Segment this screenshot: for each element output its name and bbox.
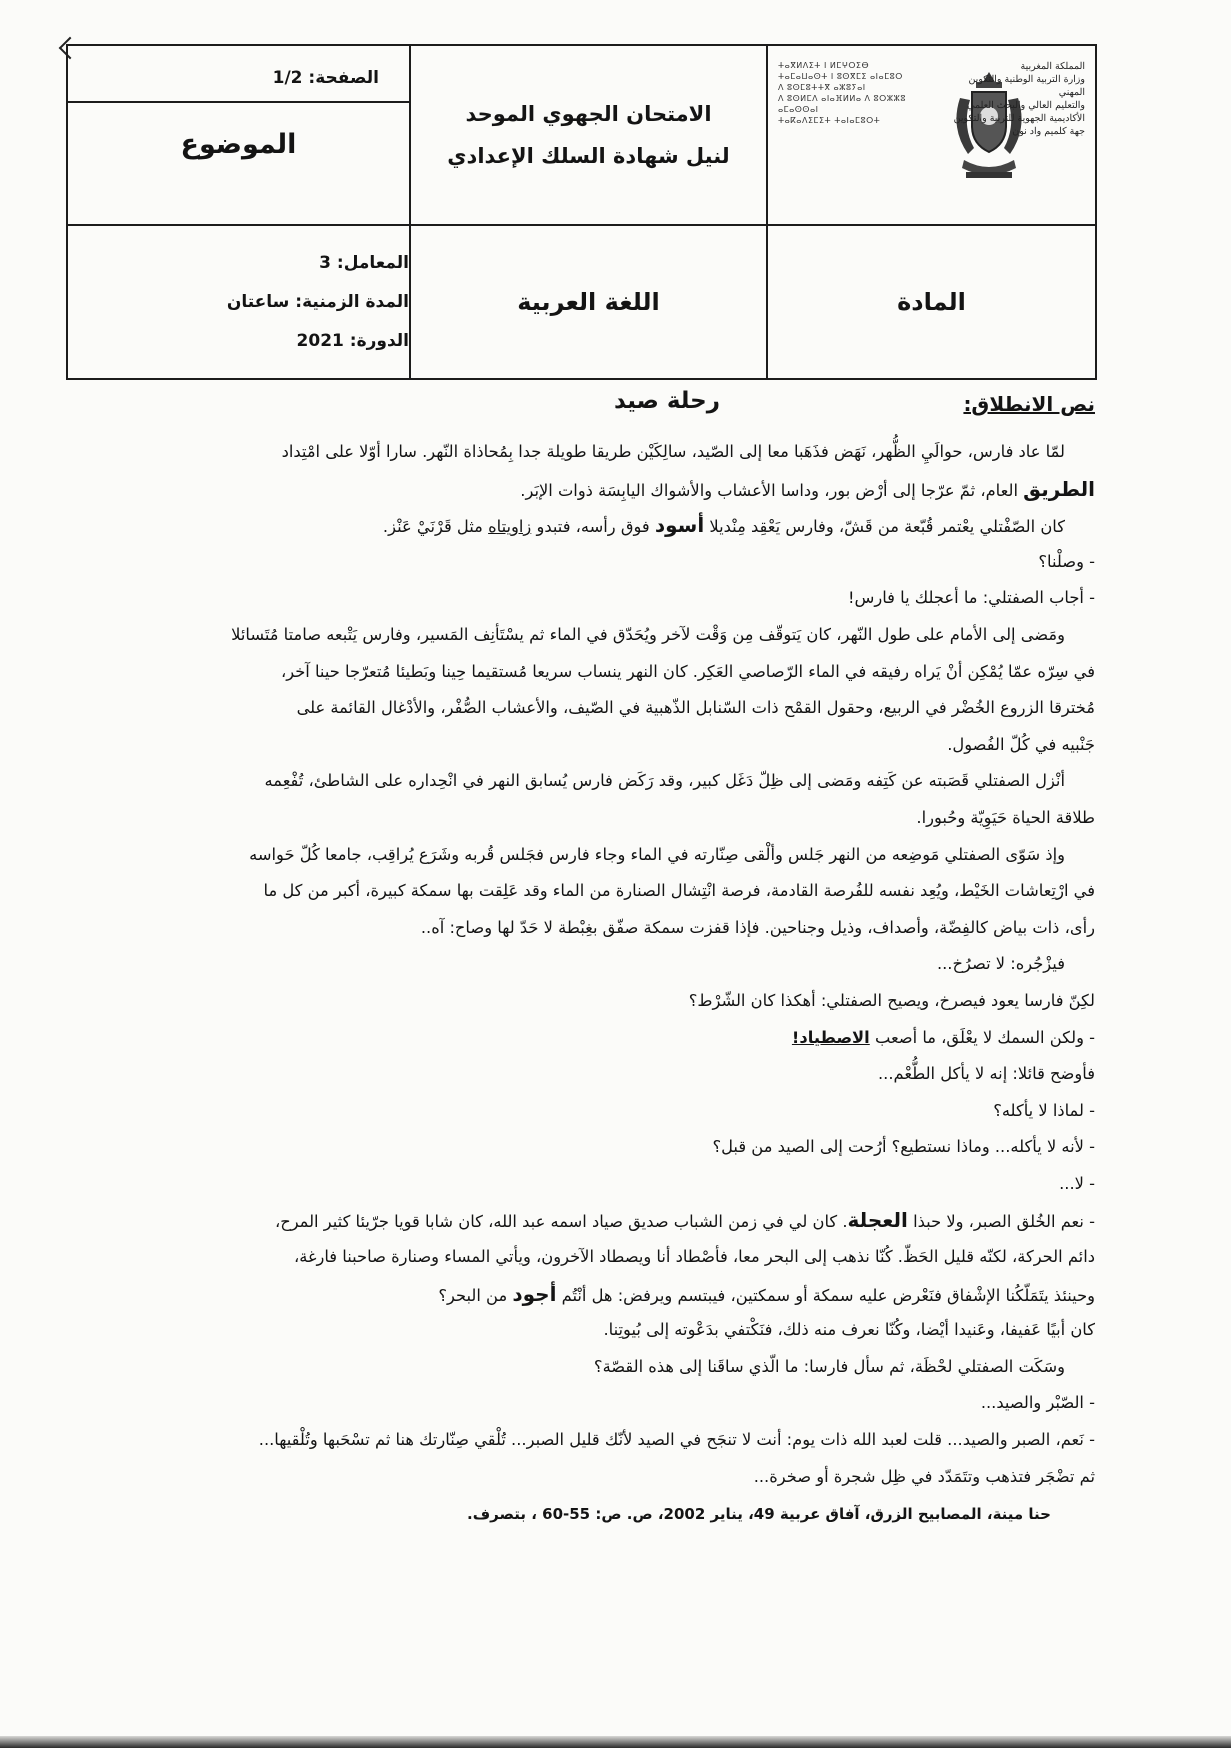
passage-heading	[96, 388, 1095, 434]
paragraph-line: الطريق العام، ثمّ عرّجا إلى أرْض بور، وداسا الأعشاب والأشواك اليابِسَة ذوات الإبَر.	[520, 476, 1095, 501]
paragraph-line: - نعم الخُلق الصبر، ولا حبذا العجلة. كان لي في زمن الشباب صديق صياد اسمه عبد الله، كان شابا قويا جرّيئا كثير المرح،	[274, 1208, 1095, 1233]
paragraph-line: دائم الحركة، لكنّه قليل الحَظّ. كُنّا نذهب إلى البحر معا، فأصْطاد أنا ويصطاد الآخرون، ويأتي المساء وصنارة صاحبنا فارغة،	[293, 1247, 1095, 1267]
dialogue-line: - لماذا لا يأكله؟	[993, 1100, 1095, 1120]
topic-label: الموضوع	[180, 129, 297, 160]
duration: المدة الزمنية: ساعتان	[226, 291, 409, 312]
paragraph-line: كان أبيًا عَفيفا، وعَنيدا أيْضا، وكُنّا نعرف منه ذلك، فنَكْتفي بدَعْوته إلى بُيوتِنا.	[603, 1320, 1095, 1340]
subject-value-cell	[410, 225, 767, 379]
start-label: نص الانطلاق:	[963, 392, 1095, 416]
logo-cell	[767, 45, 1096, 225]
dialogue-line: - ولكن السمك لا يعْلَق، ما أصعب الاصطياد!	[791, 1027, 1095, 1047]
dialogue-line: فيزْجُره: لا تصرُخ...	[936, 954, 1065, 974]
exam-header	[66, 44, 1097, 380]
paragraph-line: رأى، ذات بياض كالفِضّة، وأصداف، وذيل وجناحين. فإذا قفزت سمكة صفّق بغِبْطة لا حَدّ لها وصاح: آه..	[420, 917, 1095, 937]
dialogue-line: - أجاب الصفتلي: ما أعجلك يا فارس!	[847, 588, 1095, 608]
exam-info-cell	[67, 225, 410, 379]
exam-title: الامتحان الجهوي الموحد	[465, 102, 712, 126]
dialogue-line: لكِنّ فارسا يعود فيصرخ، ويصيح الصفتلي: أهكذا كان الشّرْط؟	[688, 990, 1095, 1010]
dialogue-line: ثم تضْجَر فتذهب وتتَمَدّد في ظِل شجرة أو صخرة...	[753, 1466, 1095, 1486]
paragraph-line: أنْزل الصفتلي قَصَبته عن كَتِفه ومَضى إلى ظِلّ دَغَل كبير، وقد رَكَض فارس يُسابق النهر في انْحِداره على الشاطئ، تُفْعِمه	[264, 771, 1065, 791]
paragraph-line: وسَكَت الصفتلي لحْظَة، ثم سأل فارسا: ما الّذي ساقَنا إلى هذه القصّة؟	[593, 1356, 1065, 1376]
subject-label: المادة	[897, 288, 966, 316]
dialogue-line: - الصّبْر والصيد...	[980, 1393, 1095, 1413]
dialogue-line: - نَعم، الصبر والصيد... قلت لعبد الله ذات يوم: أنت لا تنجَح في الصيد لأنّك قليل الصبر... تُلْقي صِنّارتك هنا ثم تسْحَبها وتُلْقيها...	[258, 1430, 1095, 1450]
paragraph-line: في سِرّه عمّا يُمْكِن أنْ يَراه رفيقه في الماء الرّصاصي العَكِر. كان النهر ينساب سريعا مُستقيما حِينا وبَطيئا مُتعرّجا حينا آخر،	[280, 661, 1095, 681]
reading-passage	[96, 388, 1095, 1529]
paragraph-line: ومَضى إلى الأمام على طول النّهر، كان يَتوقّف مِن وَقْت لآخر ويُحَدّق في الماء ثم يسْتَأنِف المَسير، وفارس يَتْبعه صامتا مُتَسائلا	[231, 624, 1065, 644]
dialogue-line: - وصلْنا؟	[1038, 551, 1095, 571]
page-number: الصفحة: 1/2	[272, 68, 379, 88]
subject-label-cell	[767, 225, 1096, 379]
topic-cell	[67, 102, 410, 225]
dialogue-line: فأوضح قائلا: إنه لا يأكل الطُّعْم...	[878, 1064, 1095, 1084]
paragraph-line: مُخترقا الزروع الخُضْر في الربيع، وحقول القمْح ذات السّنابل الذّهبية في الصّيف، والأعشاب الصُّفْر، والأدْغال القائمة على	[296, 698, 1095, 718]
exam-title-cell	[410, 45, 767, 225]
paragraph-line: لمّا عاد فارس، حوالَيِ الظُّهر، نَهَض فذَهَبا معا إلى الصّيد، سالِكَيْن طريقا طويلة جدا بِمُحاذاة النّهر. سارا أوّلا على امْتِداد	[281, 442, 1065, 461]
paragraph-line: طلاقة الحياة حَيَوِيّة وحُبورا.	[916, 807, 1095, 827]
subject-value: اللغة العربية	[517, 288, 660, 316]
coefficient: المعامل: 3	[319, 252, 409, 273]
scan-edge	[0, 1736, 1231, 1748]
ministry-arabic-text: المملكة المغربية وزارة التربية الوطنية والتكوين المهني والتعليم العالي والبحث العلمي الأكاديمية الجهوية للتربية والتكوين جهة كلميم واد نون	[953, 61, 1085, 137]
session: الدورة: 2021	[296, 330, 409, 351]
paragraph-line: في ارْتِعاشات الخَيْط، ويُعِد نفسه للفُرصة القادمة، فرصة انْتِشال الصنارة من الماء وقد عَلِقت بها سمكة كبيرة، أكبر من كل ما	[263, 881, 1095, 901]
paragraph-line: وإذ سَوّى الصفتلي مَوضِعه من النهر جَلس وألْقى صِنّارته في الماء وجاء فارس فجَلس قُربه وشَرَع يُراقِب، جامعا كُلّ حَواسه	[249, 844, 1065, 864]
dialogue-line: - لأنه لا يأكله... وماذا نستطيع؟ أرُحت إلى الصيد من قبل؟	[712, 1137, 1095, 1157]
source-citation: حنا مينة، المصابيح الزرق، آفاق عربية 49، يناير 2002، ص. ص: 55-60 ، بتصرف.	[467, 1505, 1051, 1524]
exam-subtitle: لنيل شهادة السلك الإعدادي	[447, 144, 730, 168]
paragraph-line: جَنْبيه في كُلّ الفُصول.	[947, 734, 1095, 754]
ministry-logo	[768, 46, 1095, 224]
story-title: رحلة صيد	[613, 388, 720, 414]
tifinagh-text: ⵜⴰⴳⵍⴷⵉⵜ ⵏ ⵍⵎⵖⵔⵉⴱ ⵜⴰⵎⴰⵡⴰⵙⵜ ⵏ ⵓⵙⴳⵎⵉ ⴰⵏⴰⵎⵓⵔ ⴷ ⵓⵙⵎⵓⵜⵜⴳ ⴰⵣⵓⵢⴰⵏ ⴷ ⵓⵙⵍⵎⴷ ⴰⵏⴰⴼⵍⵍⴰ ⴷ ⵓⵔⵣⵣⵓ ⴰⵎⴰⵙⵙⴰⵏ ⵜⴰⴽⴰⴷⵉⵎⵉⵜ ⵜⴰⵏⴰⵎⵓⵔⵜ	[778, 61, 906, 125]
dialogue-line: - لا...	[1059, 1173, 1095, 1193]
paragraph-line: كان الصّفْتلي يعْتمر قُبّعة من قَشّ، وفارس يَعْقِد مِنْديلا أسود فوق رأسه، فتبدو زاويتاه مثل قَرْنَيْ عَنْز.	[382, 513, 1065, 538]
page-number-cell	[67, 45, 410, 102]
paragraph-line: وحينئذ يتَمَلّكُنا الإشْفاق فنَعْرض عليه سمكة أو سمكتين، فيبتسم ويرفض: هل أنْتُم أجود من البحر؟	[438, 1281, 1095, 1306]
